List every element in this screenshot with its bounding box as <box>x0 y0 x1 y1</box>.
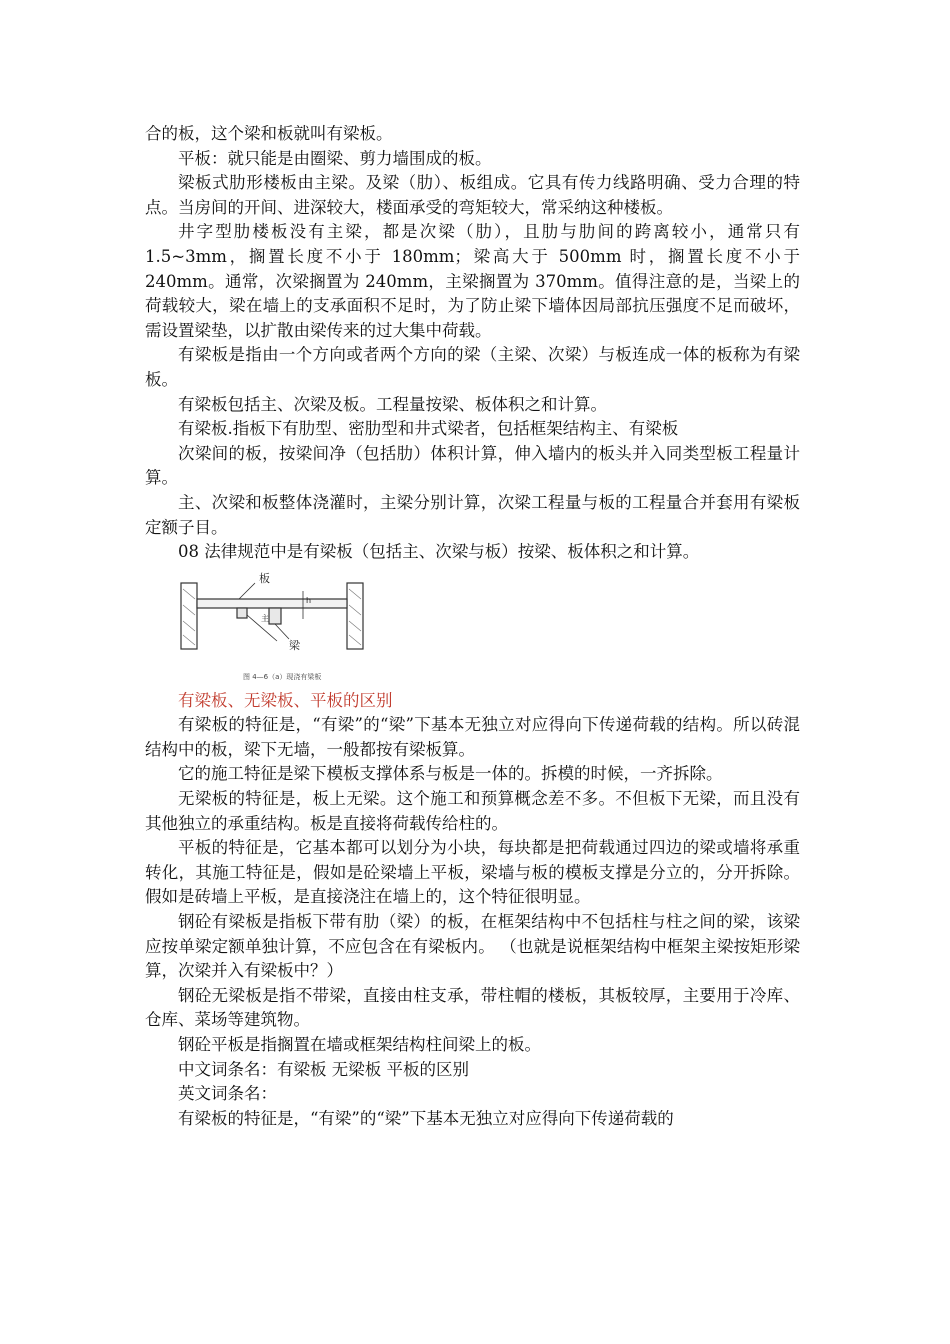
paragraph: 井字型肋楼板没有主梁，都是次梁（肋），且肋与肋间的跨离较小，通常只有 1.5~3mm，搁置长度不小于 180mm；梁高大于 500mm 时，搁置长度不小于 240mm。通常，次梁搁置为 240mm，主梁搁置为 370mm。值得注意的是，当梁上的荷载较大，梁在墙上的支承面积不足时，为了防止梁下墙体因局部抗压强度不足而破坏，需设置梁垫，以扩散由梁传来的过大集中荷载。 <box>145 222 800 340</box>
document-body <box>145 122 800 1131</box>
label-beam: 梁 <box>289 638 300 652</box>
paragraph: 次梁间的板，按梁间净（包括肋）体积计算，伸入墙内的板头并入同类型板工程量计算。 <box>145 443 800 488</box>
paragraph: 英文词条名： <box>178 1084 277 1104</box>
paragraph: 平板的特征是，它基本都可以划分为小块，每块都是把荷载通过四边的梁或墙将承重转化，其施工特征是，假如是砼梁墙上平板，梁墙与板的模板支撑是分立的，分开拆除。假如是砖墙上平板，是直接浇注在墙上的，这个特征很明显。 <box>145 838 800 907</box>
paragraph: 钢砼有梁板是指板下带有肋（梁）的板，在框架结构中不包括柱与柱之间的梁，该梁应按单梁定额单独计算，不应包含在有梁板内。 （也就是说框架结构中框架主梁按矩形梁算，次梁并入有梁板中？） <box>145 912 800 981</box>
label-slab: 板 <box>259 571 270 585</box>
label-dimension: h <box>306 595 312 605</box>
paragraph: 无梁板的特征是，板上无梁。这个施工和预算概念差不多。不但板下无梁，而且没有其他独立的承重结构。板是直接将荷载传给柱的。 <box>145 789 800 833</box>
paragraph: 有梁板是指由一个方向或者两个方向的梁（主梁、次梁）与板连成一体的板称为有梁板。 <box>145 345 800 389</box>
paragraph: 有梁板的特征是，“有梁”的“梁”下基本无独立对应得向下传递荷载的 <box>178 1108 674 1128</box>
paragraph: 它的施工特征是梁下模板支撑体系与板是一体的。拆模的时候，一齐拆除。 <box>178 764 723 784</box>
beam-slab-figure <box>177 569 417 689</box>
paragraph: 中文词条名：有梁板 无梁板 平板的区别 <box>178 1059 469 1079</box>
figure-caption: 图 4—6（a）现浇有梁板 <box>243 672 322 681</box>
paragraph: 梁板式肋形楼板由主梁。及梁（肋）、板组成。它具有传力线路明确、受力合理的特点。当房间的开间、进深较大，楼面承受的弯矩较大，常采纳这种楼板。 <box>145 173 800 217</box>
paragraph: 有梁板的特征是，“有梁”的“梁”下基本无独立对应得向下传递荷载的结构。所以砖混结构中的板，梁下无墙，一般都按有梁板算。 <box>145 715 800 759</box>
paragraph: 有梁板.指板下有肋型、密肋型和井式梁者，包括框架结构主、有梁板 <box>178 419 679 439</box>
paragraph: 08 法律规范中是有梁板（包括主、次梁与板）按梁、板体积之和计算。 <box>178 542 700 562</box>
section-heading: 有梁板、无梁板、平板的区别 <box>178 690 393 710</box>
paragraph: 有梁板包括主、次梁及板。工程量按梁、板体积之和计算。 <box>178 394 607 414</box>
paragraph: 钢砼平板是指搁置在墙或框架结构柱间梁上的板。 <box>178 1035 541 1054</box>
paragraph: 合的板，这个梁和板就叫有梁板。 <box>145 124 393 143</box>
label-main-beam: 主 <box>261 613 269 623</box>
beam-slab-diagram <box>177 569 417 687</box>
paragraph: 平板：就只能是由圈梁、剪力墙围成的板。 <box>178 148 492 168</box>
paragraph: 钢砼无梁板是指不带梁，直接由柱支承，带柱帽的楼板，其板较厚，主要用于冷库、仓库、菜场等建筑物。 <box>145 985 800 1030</box>
paragraph: 主、次梁和板整体浇灌时，主梁分别计算，次梁工程量与板的工程量合并套用有梁板定额子目。 <box>145 492 800 537</box>
